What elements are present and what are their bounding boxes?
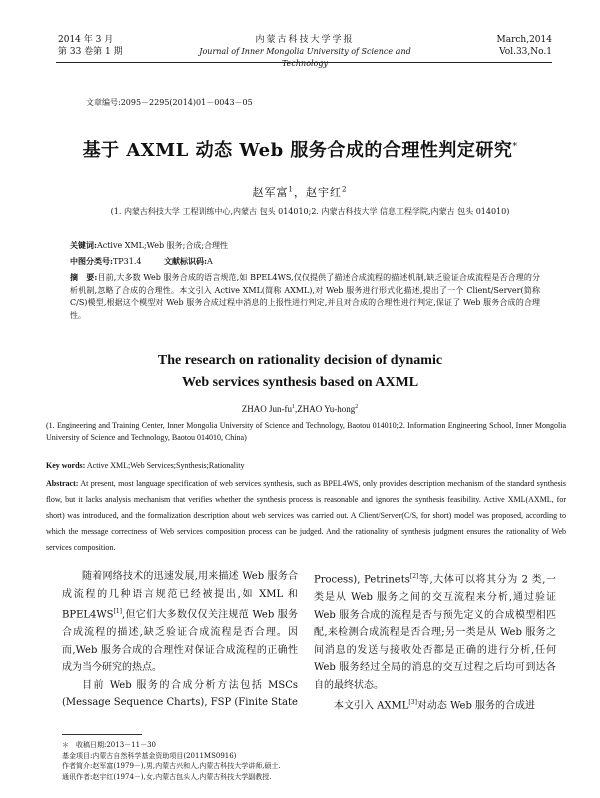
- body-text: 对动态 Web 服务的合成进: [416, 700, 536, 712]
- citation-ref: [2]: [409, 573, 419, 580]
- body-paragraph: [62, 568, 298, 677]
- title-en-line-1: The research on rationality decision of dynamic: [157, 353, 443, 368]
- keywords-cn-label: 关键词:: [70, 240, 97, 250]
- abstract-en-text: At present, most language specification of web services synthesis, such as BPEL4WS, only provides description mechanism of the standard synthesis flow, but it lacks analysis mechanism that verifies whether the synthesis process is reasonable and ignores the synthesis feasibility. Active XML(AXML, for short) was introduced, and the formalization description about web services was carried out. A Client/Server(C/S, for short) model was proposed, according to which the message correctness of Web services composition process can be judged. And the rationality of synthesis judgment ensures the rationality of Web services composition.: [46, 479, 567, 552]
- footnote-author-bio: 作者简介:赵军富(1979－),男,内蒙古兴和人,内蒙古科技大学讲师,硕士.: [62, 762, 281, 770]
- author-2-cn: 赵宇红: [306, 186, 342, 199]
- title-en-line-2: Web services synthesis based on AXML: [181, 375, 419, 390]
- author-2-en-affil: 2: [355, 404, 359, 410]
- header-rule: [56, 62, 552, 63]
- body-paragraph: [62, 677, 298, 712]
- footnote-funding: 基金项目:内蒙古自然科学基金资助项目(2011MS0916): [62, 751, 237, 760]
- author-1-cn-affil: 1: [288, 185, 294, 194]
- abstract-en: [46, 476, 566, 556]
- title-cn: [40, 136, 560, 162]
- authors-cn: [0, 184, 600, 200]
- footnote-received-date: ＊ 收稿日期:2013－11－30: [62, 741, 156, 749]
- doc-code-label: 文献标识码:: [164, 256, 207, 266]
- keywords-en-label: Key words:: [46, 461, 86, 470]
- body-text: 随着网络技术的迅速发展,用来描述 Web 服务合成流程的几种语言规范已经被提出,如 XML 和 BPEL4WS: [62, 571, 298, 621]
- body-paragraph: [314, 694, 556, 715]
- body-text: 目前 Web 服务的合成分析方法包括 MSCs (Message Sequence Charts), FSP (Finite State: [62, 679, 298, 709]
- author-1-en: ZHAO Jun-fu: [241, 404, 293, 414]
- title-en: [40, 350, 560, 394]
- clc-value: TP31.4: [112, 257, 142, 266]
- journal-name-en: Journal of Inner Mongolia University of Science and Technology: [199, 47, 411, 68]
- journal-name-cn: 内蒙古科技大学学报: [255, 35, 355, 45]
- keywords-en: [46, 461, 566, 470]
- footnote-corresponding-author: 通讯作者:赵宇红(1974－),女,内蒙古包头人,内蒙古科技大学副教授.: [62, 772, 272, 781]
- body-text: ,但它们大多数仅仅关注规范 Web 服务合成流程的描述,缺乏验证合成流程是否合理。因而,Web 服务合成的合理性对保证合成流程的正确性成为当今研究的热点。: [62, 609, 298, 674]
- clc-label: 中图分类号:: [70, 256, 113, 266]
- abstract-cn-label: 摘 要:: [70, 272, 98, 282]
- header-journal: [188, 34, 422, 70]
- citation-ref: [3]: [408, 699, 417, 707]
- header-issue-cn: [58, 34, 123, 58]
- body-text: Process), Petrinets: [314, 574, 410, 586]
- affiliation-cn: (1. 内蒙古科技大学 工程训练中心,内蒙古 包头 014010;2. 内蒙古科技大学 信息工程学院,内蒙古 包头 014010): [110, 207, 510, 216]
- article-number: 文章编号:2095－2295(2014)01－0043－05: [86, 98, 253, 107]
- footnote-rule: [62, 734, 142, 735]
- header-issue-en: [497, 34, 553, 58]
- affiliation-en: (1. Engineering and Training Center, Inner Mongolia University of Science and Technology, Baotou 014010;2. Information Engineering School, Inner Mongolia University of Science and Technology, Baotou 014010, China): [46, 421, 566, 442]
- keywords-en-text: Active XML;Web Services;Synthesis;Rationality: [86, 461, 245, 470]
- author-separator-cn: ，: [294, 186, 306, 199]
- author-1-cn: 赵军富: [252, 186, 289, 199]
- body-paragraph: [314, 568, 556, 694]
- header-volume-en: Vol.33,No.1: [499, 47, 552, 57]
- abstract-cn-text: 目前,大多数 Web 服务合成的语言规范,如 BPEL4WS,仅仅提供了描述合成流程的描述机制,缺乏验证合成流程是否合理的分析机制,忽略了合成的合理性。本文引入 Active XML(简称 AXML),对 Web 服务进行形式化描述,提出了一个 Client/Server(简称 C/S)模型,根据这个模型对 Web 服务合成过程中消息的上报性进行判定,并且对合成的合理性进行判定,保证了 Web 服务合成的合理性。: [70, 273, 541, 320]
- body-text: 本文引入 AXML: [334, 700, 409, 712]
- header-date-en: March,2014: [496, 35, 552, 45]
- body-column-left: [62, 568, 298, 712]
- classification-row: [70, 256, 213, 267]
- author-2-en: ZHAO Yu-hong: [297, 404, 356, 414]
- author-2-cn-affil: 2: [342, 185, 348, 194]
- abstract-en-label: Abstract:: [46, 479, 79, 488]
- title-footnote-mark: *: [512, 142, 518, 152]
- doc-code-value: A: [206, 257, 213, 266]
- abstract-cn: [70, 271, 540, 322]
- citation-ref: [1]: [113, 608, 123, 616]
- footnotes: [62, 740, 362, 782]
- author-separator-en: ,: [295, 404, 298, 414]
- title-cn-text: 基于 AXML 动态 Web 服务合成的合理性判定研究: [82, 140, 513, 161]
- keywords-cn: [70, 240, 228, 251]
- header-date-cn: 2014 年 3 月: [58, 35, 114, 45]
- body-text: 等,大体可以将其分为 2 类,一类是从 Web 服务之间的交互流程来分析,通过验证 Web 服务合成的流程是否与预先定义的合成模型相匹配,来检测合成流程是否合理;另一类是从 Web 服务之间消息的发送与接收处否都是正确的进行分析,任何 Web 服务经过全局的消息的交互过程之后均可到达各自的最终状态。: [314, 574, 557, 691]
- author-1-en-affil: 1: [292, 404, 296, 410]
- keywords-cn-text: Active XML;Web 服务;合成;合理性: [96, 241, 229, 250]
- body-column-right: [314, 568, 556, 715]
- authors-en: [0, 404, 600, 414]
- header-volume-cn: 第 33 卷第 1 期: [58, 47, 123, 57]
